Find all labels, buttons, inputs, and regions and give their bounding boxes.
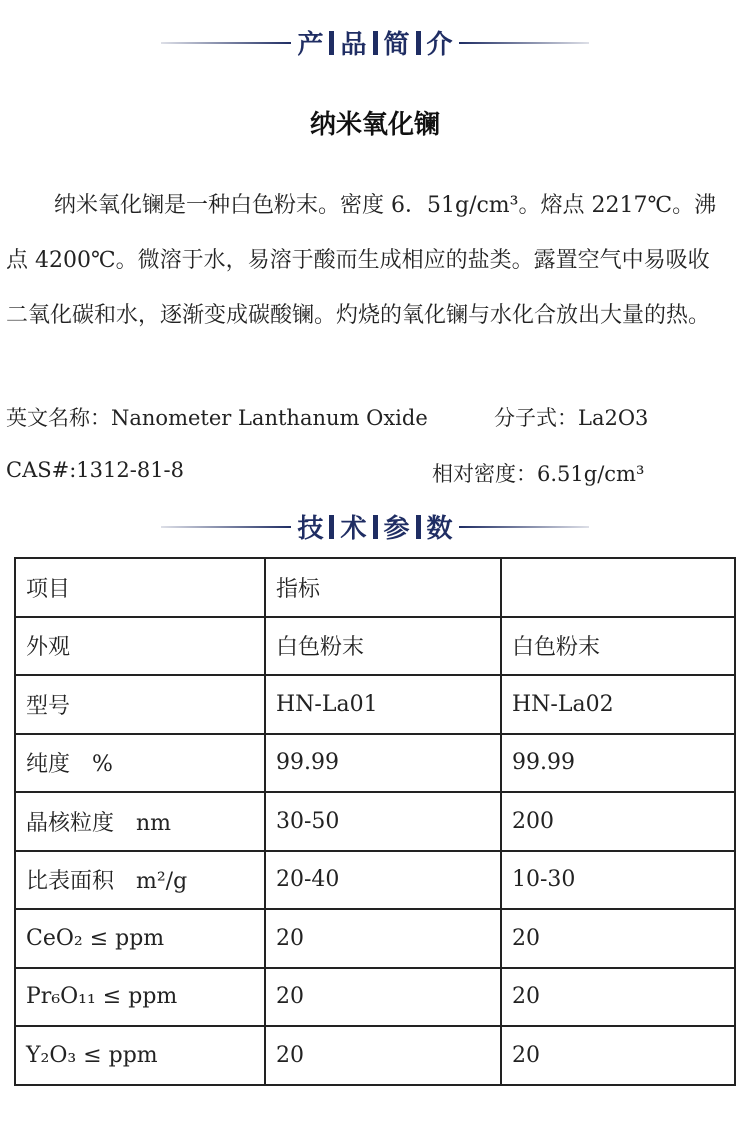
product-title: 纳米氧化镧 — [309, 110, 440, 140]
table-row — [15, 968, 735, 1027]
table-cell-value: 99.99 — [265, 734, 501, 793]
table-cell-value: 200 — [501, 792, 735, 851]
table-cell-value: 20-40 — [265, 851, 501, 910]
table-cell-value: 20 — [265, 968, 501, 1027]
table-cell-item: 项目 — [15, 558, 265, 617]
cas-number: CAS#:1312-81-8 — [6, 458, 185, 482]
table-cell-value: 白色粉末 — [265, 617, 501, 676]
table-row — [15, 558, 735, 617]
relative-density: 相对密度：6.51g/cm³ — [432, 462, 645, 486]
table-cell-item: 比表面积 m²/g — [15, 851, 265, 910]
header-char: 品 — [340, 30, 367, 60]
header-divider-right — [459, 526, 589, 528]
header-divider-right — [459, 42, 589, 44]
spec-table — [14, 557, 736, 1086]
table-cell-value: 10-30 — [501, 851, 735, 910]
product-description: 纳米氧化镧是一种白色粉末。密度 6．51g/cm³。熔点 2217℃。沸点 4200℃。微溶于水，易溶于酸而生成相应的盐类。露置空气中易吸收二氧化碳和水，逐渐变成碳酸镧。灼烧的氧化镧与水化合放出大量的热。 — [6, 193, 717, 328]
table-row — [15, 909, 735, 968]
table-row — [15, 734, 735, 793]
table-cell-value: 20 — [501, 909, 735, 968]
table-cell-item: 外观 — [15, 617, 265, 676]
table-row — [15, 1026, 735, 1085]
table-cell-item: Y₂O₃ ≤ ppm — [15, 1026, 265, 1085]
table-row — [15, 792, 735, 851]
header-char: 简 — [383, 30, 410, 60]
table-cell-item: CeO₂ ≤ ppm — [15, 909, 265, 968]
table-cell-value: HN-La01 — [265, 675, 501, 734]
section-header-title — [291, 24, 458, 61]
table-row — [15, 851, 735, 910]
header-char: 介 — [426, 30, 453, 60]
table-cell-value: 20 — [501, 968, 735, 1027]
table-row — [15, 617, 735, 676]
table-cell-value: 20 — [265, 1026, 501, 1085]
table-cell-item: 纯度 % — [15, 734, 265, 793]
table-cell-value: 99.99 — [501, 734, 735, 793]
header-char: 产 — [297, 30, 324, 60]
header-divider-left — [161, 526, 291, 528]
table-cell-value: 指标 — [265, 558, 501, 617]
table-cell-value: HN-La02 — [501, 675, 735, 734]
header-char: 数 — [426, 514, 453, 544]
header-divider-left — [161, 42, 291, 44]
header-char: 术 — [340, 514, 367, 544]
header-char: 参 — [383, 514, 410, 544]
molecular-formula: 分子式：La2O3 — [494, 406, 649, 430]
table-cell-value: 30-50 — [265, 792, 501, 851]
section-header-title — [291, 508, 458, 545]
table-cell-item: 晶核粒度 nm — [15, 792, 265, 851]
english-name: 英文名称：Nanometer Lanthanum Oxide — [6, 406, 428, 430]
section-header-product-intro — [0, 24, 750, 61]
table-cell-item: 型号 — [15, 675, 265, 734]
table-cell-item: Pr₆O₁₁ ≤ ppm — [15, 968, 265, 1027]
table-cell-value: 20 — [501, 1026, 735, 1085]
table-cell-value — [501, 558, 735, 617]
table-cell-value: 20 — [265, 909, 501, 968]
table-row — [15, 675, 735, 734]
table-cell-value: 白色粉末 — [501, 617, 735, 676]
section-header-tech-params — [0, 508, 750, 545]
header-char: 技 — [297, 514, 324, 544]
